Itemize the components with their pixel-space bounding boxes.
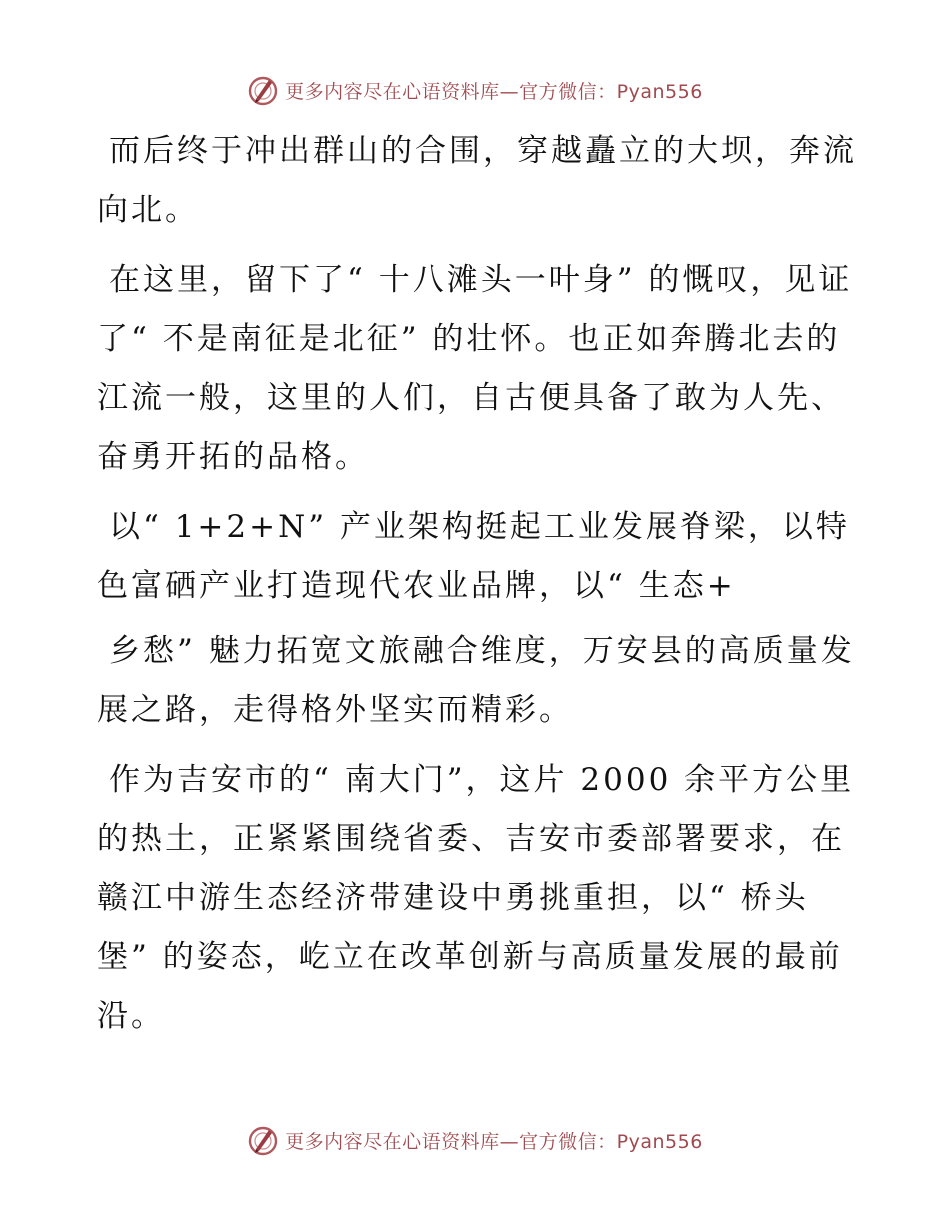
quill-pen-logo-icon — [247, 1124, 279, 1156]
watermark-text: 更多内容尽在心语资料库—官方微信：Pyan556 — [285, 80, 703, 103]
watermark-text: 更多内容尽在心语资料库—官方微信：Pyan556 — [285, 1130, 703, 1153]
paragraph: 在这里，留下了“ 十八滩头一叶身” 的慨叹，见证了“ 不是南征是北征” 的壮怀。也正如奔腾北去的江流一般，这里的人们，自古便具备了敢为人先、奋勇开拓的品格。 — [97, 262, 853, 475]
watermark-footer-inner — [247, 1124, 703, 1156]
paragraph: 乡愁” 魅力拓宽文旅融合维度，万安县的高质量发展之路，走得格外坚实而精彩。 — [97, 633, 855, 728]
paragraph: 作为吉安市的“ 南大门”，这片 2000 余平方公里的热土，正紧紧围绕省委、吉安市委部署要求，在赣江中游生态经济带建设中勇挑重担，以“ 桥头堡” 的姿态，屹立在改革创新与高质量发展的最前沿。 — [97, 762, 855, 1034]
paragraph: 而后终于冲出群山的合围，穿越矗立的大坝，奔流向北。 — [97, 133, 857, 228]
watermark-header — [0, 70, 950, 110]
quill-pen-logo-icon — [247, 74, 279, 106]
document-body — [97, 122, 857, 1057]
paragraph: 以“ 1+2+N” 产业架构挺起工业发展脊梁，以特色富硒产业打造现代农业品牌，以“ 生态+ — [97, 509, 850, 604]
watermark-header-inner — [247, 74, 703, 106]
watermark-footer — [0, 1120, 950, 1160]
